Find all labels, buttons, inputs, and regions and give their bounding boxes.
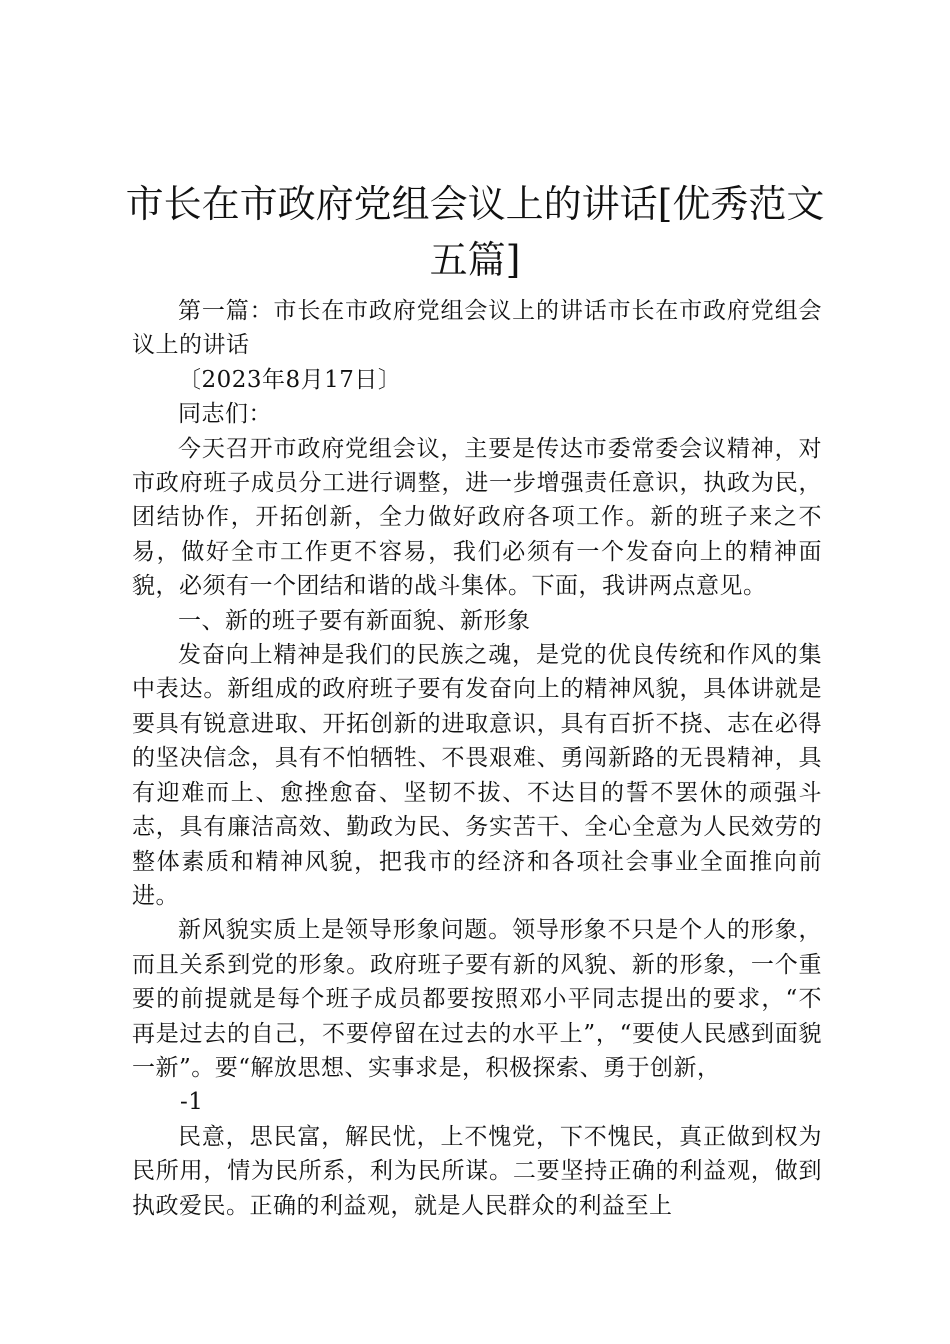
paragraph-spirit: 发奋向上精神是我们的民族之魂，是党的优良传统和作风的集中表达。新组成的政府班子要有发奋向上的精神风貌，具体讲就是要具有锐意进取、开拓创新的进取意识，具有百折不挠、志在必得的坚决信念，具有不怕牺牲、不畏艰难、勇闯新路的无畏精神，具有迎难而上、愈挫愈奋、坚韧不拔、不达目的誓不罢休的顽强斗志，具有廉洁高效、勤政为民、务实苦干、全心全意为人民效劳的整体素质和精神风貌，把我市的经济和各项社会事业全面推向前进。 <box>132 642 822 909</box>
document-title: 市长在市政府党组会议上的讲话[优秀范文五篇] <box>125 182 825 282</box>
paragraph-heading-line: 第一篇：市长在市政府党组会议上的讲话市长在市政府党组会议上的讲话 <box>132 298 822 359</box>
paragraph-image: 新风貌实质上是领导形象问题。领导形象不只是个人的形象，而且关系到党的形象。政府班子要有新的风貌、新的形象，一个重要的前提就是每个班子成员都要按照邓小平同志提出的要求，“不再是过去的自己，不要停留在过去的水平上”，“要使人民感到面貌一新”。要“解放思想、实事求是，积极探索、勇于创新， <box>132 917 822 1081</box>
document-body <box>132 294 822 1223</box>
page-marker: -1 <box>180 1089 204 1116</box>
paragraph-continuation: 民意，思民富，解民忧，上不愧党，下不愧民，真正做到权为民所用，情为民所系，利为民所谋。二要坚持正确的利益观，做到执政爱民。正确的利益观，就是人民群众的利益至上 <box>132 1123 822 1219</box>
paragraph-intro: 今天召开市政府党组会议，主要是传达市委常委会议精神，对市政府班子成员分工进行调整，进一步增强责任意识，执政为民，团结协作，开拓创新，全力做好政府各项工作。新的班子来之不易，做好全市工作更不容易，我们必须有一个发奋向上的精神面貌，必须有一个团结和谐的战斗集体。下面，我讲两点意见。 <box>132 435 822 600</box>
paragraph-date: 〔2023年8月17日〕 <box>178 366 402 393</box>
section-heading-1: 一、新的班子要有新面貌、新形象 <box>178 607 531 634</box>
paragraph-salutation: 同志们： <box>178 401 272 428</box>
